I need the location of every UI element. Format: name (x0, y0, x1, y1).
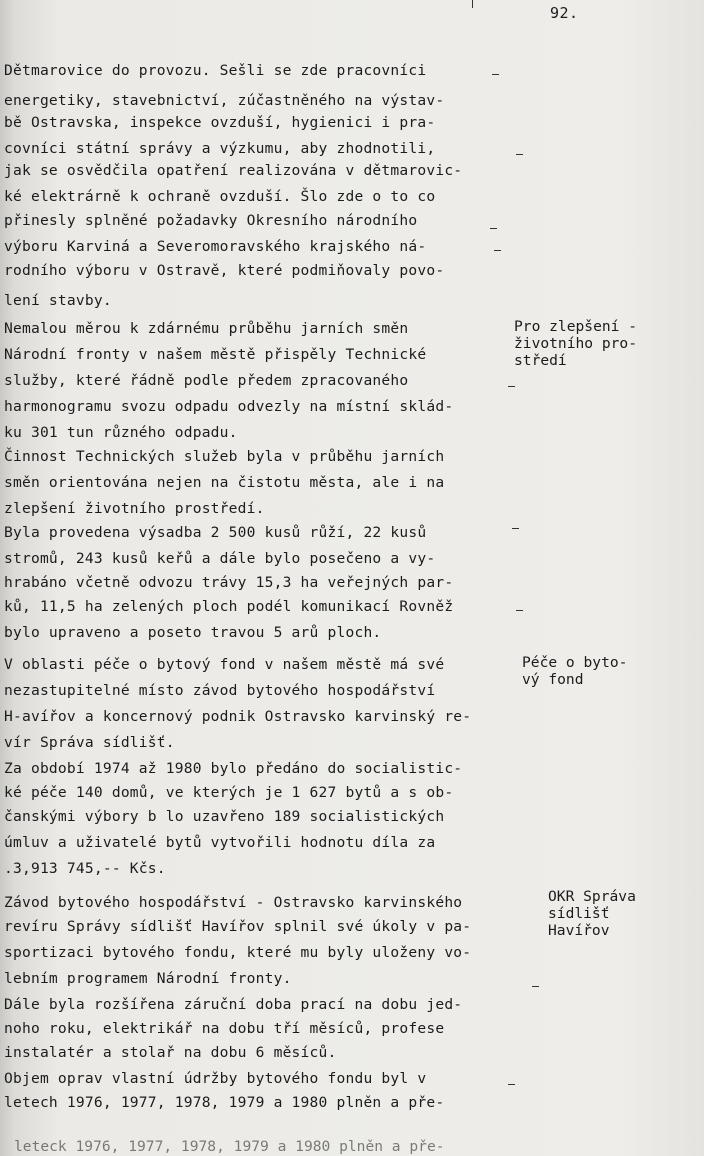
text-line: letech 1976, 1977, 1978, 1979 a 1980 plněn a pře- (4, 1094, 445, 1111)
margin-dash-mark (494, 250, 501, 251)
text-line: Za období 1974 až 1980 bylo předáno do socialistic- (4, 760, 463, 777)
text-line: Dále byla rozšířena záruční doba prací na dobu jed- (4, 996, 463, 1013)
top-edge-mark (472, 0, 473, 8)
text-line: Byla provedena výsadba 2 500 kusů růží, 22 kusů (4, 524, 427, 541)
text-line: covníci státní správy a výzkumu, aby zhodnotili, (4, 140, 436, 157)
text-line: rodního výboru v Ostravě, které podmiňovaly povo- (4, 262, 445, 279)
text-line: Dětmarovice do provozu. Sešli se zde pracovníci (4, 62, 427, 79)
margin-dash-mark (492, 74, 499, 75)
margin-dash-mark (508, 386, 515, 387)
text-line: hrabáno včetně odvozu trávy 15,3 ha veřejných par- (4, 574, 454, 591)
text-line: čanskými výbory b lo uzavřeno 189 socialistických (4, 808, 445, 825)
text-line: bylo upraveno a poseto travou 5 arů ploch. (4, 624, 382, 641)
text-line: stromů, 243 kusů keřů a dále bylo posečeno a vy- (4, 550, 436, 567)
margin-dash-mark (490, 228, 497, 229)
text-line: jak se osvědčila opatření realizována v dětmarovic- (4, 162, 463, 179)
text-line: vír Správa sídlišť. (4, 734, 175, 751)
text-line: Nemalou měrou k zdárnému průběhu jarních směn (4, 320, 409, 337)
margin-dash-mark (516, 610, 523, 611)
text-line: .3,913 745,-- Kčs. (4, 860, 166, 877)
text-line: výboru Karviná a Severomoravského krajského ná- (4, 238, 427, 255)
margin-dash-mark (508, 1084, 515, 1085)
text-line: V oblasti péče o bytový fond v našem městě má své (4, 656, 445, 673)
text-line: energetiky, stavebnictví, zúčastněného na výstav- (4, 92, 445, 109)
text-line: Činnost Technických služeb byla v průběhu jarních (4, 448, 445, 465)
margin-dash-mark (532, 986, 539, 987)
text-line: H-avířov a koncernový podnik Ostravsko karvinský re- (4, 708, 472, 725)
text-line: ké elektrárně k ochraně ovzduší. Šlo zde o to co (4, 188, 436, 205)
text-line: úmluv a uživatelé bytů vytvořili hodnotu díla za (4, 834, 436, 851)
margin-note-housing: Péče o byto- vý fond (522, 654, 628, 688)
text-line: směn orientována nejen na čistotu města, ale i na (4, 474, 445, 491)
text-line: ků, 11,5 ha zelených ploch podél komunikací Rovněž (4, 598, 454, 615)
text-line: harmonogramu svozu odpadu odvezly na místní sklád- (4, 398, 454, 415)
text-line: ku 301 tun různého odpadu. (4, 424, 238, 441)
text-line: revíru Správy sídlišť Havířov splnil své úkoly v pa- (4, 918, 472, 935)
text-line: sportizaci bytového fondu, které mu byly uloženy vo- (4, 944, 472, 961)
text-line: Závod bytového hospodářství - Ostravsko karvinského (4, 894, 463, 911)
text-line: lebním programem Národní fronty. (4, 970, 292, 987)
text-line: přinesly splněné požadavky Okresního národního (4, 212, 418, 229)
text-line: instalatér a stolař na dobu 6 měsíců. (4, 1044, 337, 1061)
text-line: Objem oprav vlastní údržby bytového fondu byl v (4, 1070, 427, 1087)
text-line: nezastupitelné místo závod bytového hospodářství (4, 682, 436, 699)
page-number: 92. (550, 4, 579, 22)
margin-note-environment: Pro zlepšení - životního pro- středí (514, 318, 638, 369)
text-line: Národní fronty v našem městě přispěly Technické (4, 346, 427, 363)
margin-dash-mark (512, 528, 519, 529)
text-line: zlepšení životního prostředí. (4, 500, 265, 517)
text-line: lení stavby. (4, 292, 112, 309)
margin-dash-mark (516, 154, 523, 155)
text-line: služby, které řádně podle předem zpracovaného (4, 372, 409, 389)
bottom-bleed-text: leteck 1976, 1977, 1978, 1979 a 1980 plněn a pře- (14, 1138, 445, 1155)
text-line: bě Ostravska, inspekce ovzduší, hygienici i pra- (4, 114, 436, 131)
margin-note-okr: OKR Správa sídlišť Havířov (548, 888, 636, 939)
text-line: noho roku, elektrikář na dobu tří měsíců, profese (4, 1020, 445, 1037)
text-line: ké péče 140 domů, ve kterých je 1 627 bytů a s ob- (4, 784, 454, 801)
